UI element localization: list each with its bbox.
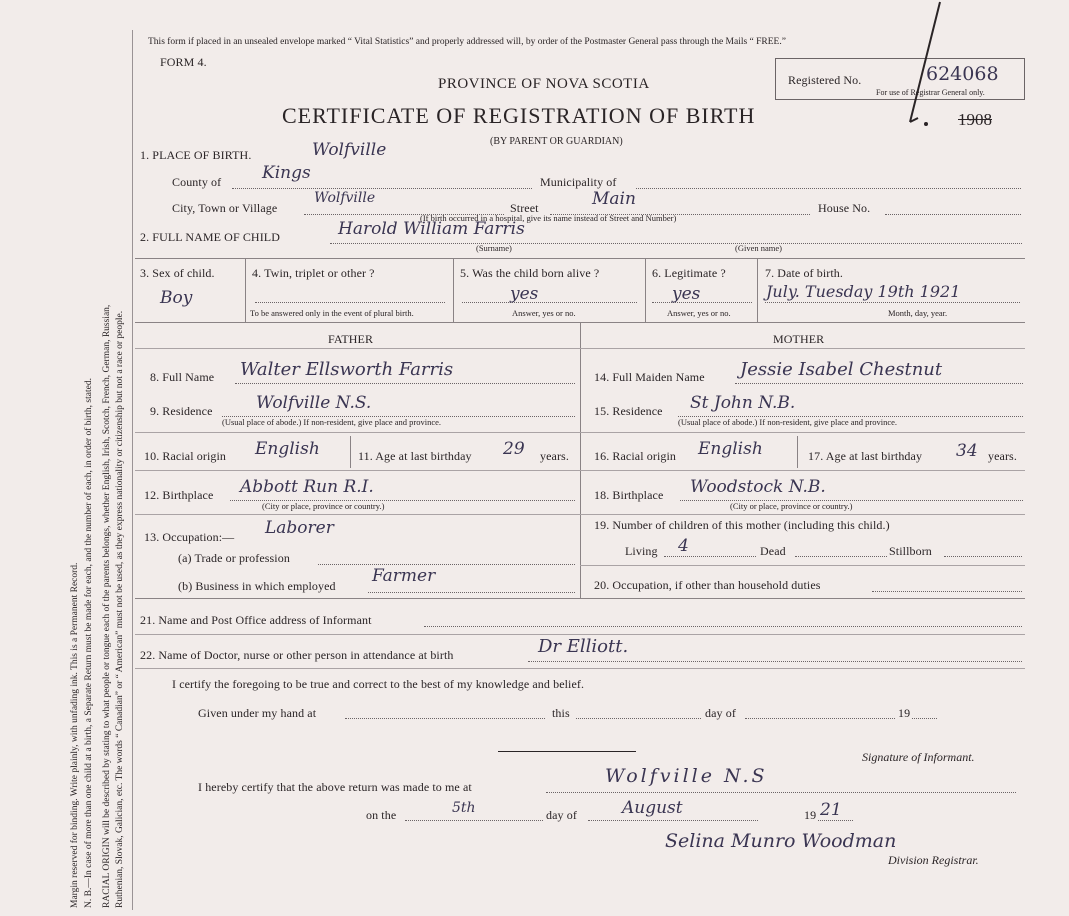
- certify-statement: I certify the foregoing to be true and correct to the best of my knowledge and belief.: [172, 677, 585, 691]
- father-birthplace-value: Abbott Run R.I.: [240, 477, 374, 497]
- living-label: Living: [625, 544, 658, 558]
- box-divider-1: [245, 258, 246, 322]
- mother-name-label: 14. Full Maiden Name: [594, 370, 705, 384]
- doctor-value: Dr Elliott.: [538, 636, 629, 657]
- street-value: Main: [592, 189, 636, 209]
- margin-nb-note: N. B.—In case of more than one child at a birth, a Separate Return must be made for each, and the number of each, in order of birth, stated.: [84, 378, 94, 908]
- dob-label: 7. Date of birth.: [765, 266, 844, 280]
- registrar-note: For use of Registrar General only.: [876, 88, 985, 97]
- child-name-label: 2. FULL NAME OF CHILD: [140, 230, 280, 244]
- place-of-birth-value: Wolfville: [312, 140, 387, 160]
- stillborn-line: [944, 556, 1022, 557]
- mother-birthplace-value: Woodstock N.B.: [690, 477, 826, 497]
- day-of-label: day of: [705, 706, 736, 720]
- on-month-line: [588, 820, 758, 821]
- alive-value: yes: [510, 284, 539, 304]
- given-under-label: Given under my hand at: [198, 706, 317, 720]
- hereby-certify-label: I hereby certify that the above return was made to me at: [198, 780, 472, 794]
- dob-line: [765, 302, 1020, 303]
- mother-birthplace-note: (City or place, province or country.): [730, 501, 853, 511]
- children-count-label: 19. Number of children of this mother (including this child.): [594, 518, 890, 532]
- father-residence-value: Wolfville N.S.: [256, 393, 372, 413]
- father-name-label: 8. Full Name: [150, 370, 215, 384]
- twin-line: [255, 302, 445, 303]
- informant-rule: [135, 634, 1025, 635]
- father-years-label: years.: [540, 449, 569, 463]
- legitimate-note: Answer, yes or no.: [667, 308, 731, 318]
- father-residence-note: (Usual place of abode.) If non-resident, give place and province.: [222, 417, 442, 427]
- twin-label: 4. Twin, triplet or other ?: [252, 266, 375, 280]
- business-label: (b) Business in which employed: [178, 579, 336, 593]
- certificate-title: CERTIFICATE OF REGISTRATION OF BIRTH: [282, 103, 756, 128]
- year-value: 21: [820, 800, 842, 820]
- given-place-line: [345, 718, 545, 719]
- father-occupation-label: 13. Occupation:—: [144, 530, 235, 544]
- city-label: City, Town or Village: [172, 201, 278, 215]
- hereby-place-value: Wolfville N.S: [605, 765, 768, 787]
- house-number-label: House No.: [818, 201, 871, 215]
- father-heading: FATHER: [328, 332, 374, 346]
- margin-racial-note-2: Ruthenian, Slovak, Galician, etc. The words “ Canadian” or “ American” must not be used, as they express nationality or citizenship but not a race or people.: [115, 310, 125, 908]
- month-value: August: [622, 798, 683, 818]
- county-line: [232, 188, 532, 189]
- informant-signature-line: [498, 751, 636, 752]
- father-racial-value: English: [255, 439, 320, 459]
- father-birthplace-label: 12. Birthplace: [144, 488, 214, 502]
- mother-residence-value: St John N.B.: [690, 393, 796, 413]
- registered-label: Registered No.: [788, 73, 862, 87]
- hospital-note: (If birth occurred in a hospital, give its name instead of Street and Number): [420, 213, 677, 223]
- province-heading: PROVINCE OF NOVA SCOTIA: [438, 76, 650, 92]
- box-divider-4: [757, 258, 758, 322]
- mother-racial-label: 16. Racial origin: [594, 449, 677, 463]
- registered-number: 624068: [926, 63, 999, 85]
- alive-note: Answer, yes or no.: [512, 308, 576, 318]
- form-year: 1908: [958, 110, 992, 129]
- informant-line: [424, 626, 1022, 627]
- margin-binding-note: Margin reserved for binding. Write plainly, with unfading ink. This is a Permanent Record.: [70, 562, 80, 908]
- mother-years-label: years.: [988, 449, 1017, 463]
- dead-line: [795, 556, 887, 557]
- street-label: Street: [510, 201, 539, 215]
- mother-rule-3: [580, 514, 1025, 515]
- legitimate-label: 6. Legitimate ?: [652, 266, 726, 280]
- mother-rule-4: [580, 565, 1025, 566]
- father-age-divider: [350, 436, 351, 468]
- mother-occupation-label: 20. Occupation, if other than household duties: [594, 578, 821, 592]
- municipality-line: [636, 188, 1021, 189]
- father-rule-3: [135, 514, 580, 515]
- mother-age-divider: [797, 436, 798, 468]
- sex-label: 3. Sex of child.: [140, 266, 215, 280]
- city-value: Wolfville: [314, 190, 376, 206]
- signature-informant-label: Signature of Informant.: [862, 750, 975, 764]
- given-month-line: [745, 718, 895, 719]
- doctor-label: 22. Name of Doctor, nurse or other person in attendance at birth: [140, 648, 454, 662]
- legit-line: [652, 302, 752, 303]
- heading-rule: [135, 348, 1025, 349]
- mother-heading: MOTHER: [773, 332, 825, 346]
- trade-label: (a) Trade or profession: [178, 551, 290, 565]
- father-rule-1: [135, 432, 580, 433]
- margin-rule: [132, 30, 133, 910]
- father-occupation-value: Laborer: [265, 518, 334, 538]
- father-age-label: 11. Age at last birthday: [358, 449, 472, 463]
- ink-stroke-mark: [900, 0, 950, 130]
- certificate-subtitle: (BY PARENT OR GUARDIAN): [490, 136, 623, 147]
- business-line: [368, 592, 575, 593]
- parents-bottom-rule: [135, 598, 1025, 599]
- mother-age-label: 17. Age at last birthday: [808, 449, 923, 463]
- child-name-line: [330, 243, 1022, 244]
- place-of-birth-label: 1. PLACE OF BIRTH.: [140, 148, 252, 162]
- living-value: 4: [678, 536, 689, 556]
- mother-rule-2: [580, 470, 1025, 471]
- given-name-note: (Given name): [735, 243, 782, 253]
- stillborn-label: Stillborn: [889, 544, 932, 558]
- year-prefix-label: 19: [804, 808, 817, 822]
- given-year-line: [912, 718, 937, 719]
- mother-occupation-line: [872, 591, 1022, 592]
- row-top-rule: [135, 258, 1025, 259]
- father-residence-label: 9. Residence: [150, 404, 213, 418]
- hereby-place-line: [546, 792, 1016, 793]
- alive-label: 5. Was the child born alive ?: [460, 266, 600, 280]
- nineteen-label: 19: [898, 706, 911, 720]
- mother-rule-1: [580, 432, 1025, 433]
- municipality-label: Municipality of: [540, 175, 617, 189]
- mother-residence-label: 15. Residence: [594, 404, 663, 418]
- father-birthplace-note: (City or place, province or country.): [262, 501, 385, 511]
- father-business-value: Farmer: [372, 566, 436, 586]
- dob-note: Month, day, year.: [888, 308, 948, 318]
- dead-label: Dead: [760, 544, 786, 558]
- alive-line: [462, 302, 637, 303]
- sex-value: Boy: [160, 288, 193, 308]
- house-line: [885, 214, 1021, 215]
- father-name-line: [235, 383, 575, 384]
- county-value: Kings: [262, 163, 311, 183]
- mother-birthplace-label: 18. Birthplace: [594, 488, 664, 502]
- postal-notice: This form if placed in an unsealed envelope marked “ Vital Statistics” and properly addressed will, by order of the Postmaster General pass through the Mails “ FREE.”: [148, 37, 786, 47]
- father-age-value: 29: [503, 439, 525, 459]
- twin-note: To be answered only in the event of plural birth.: [250, 308, 414, 318]
- child-name-value: Harold William Farris: [338, 219, 525, 239]
- mother-residence-note: (Usual place of abode.) If non-resident, give place and province.: [678, 417, 898, 427]
- on-year-line: [818, 820, 853, 821]
- box-divider-2: [453, 258, 454, 322]
- on-day-value: 5th: [452, 800, 476, 816]
- trade-line: [318, 564, 575, 565]
- doctor-line: [528, 661, 1022, 662]
- day-of-2-label: day of: [546, 808, 577, 822]
- living-line: [664, 556, 756, 557]
- informant-label: 21. Name and Post Office address of Informant: [140, 613, 372, 627]
- margin-racial-note-1: RACIAL ORIGIN will be described by stating to what people or tongue each of the parents belongs, whether English, Irish, Scotch, French, German, Russian,: [102, 304, 112, 908]
- mother-age-value: 34: [956, 441, 978, 461]
- surname-note: (Surname): [476, 243, 512, 253]
- given-day-line: [576, 718, 701, 719]
- parents-divider: [580, 322, 581, 598]
- registrar-signature: Selina Munro Woodman: [665, 830, 897, 852]
- legitimate-value: yes: [672, 284, 701, 304]
- county-label: County of: [172, 175, 222, 189]
- doctor-rule: [135, 668, 1025, 669]
- this-label: this: [552, 706, 570, 720]
- father-rule-2: [135, 470, 580, 471]
- division-registrar-label: Division Registrar.: [888, 853, 979, 867]
- mother-name-value: Jessie Isabel Chestnut: [740, 359, 943, 380]
- form-number: FORM 4.: [160, 55, 207, 69]
- box-divider-3: [645, 258, 646, 322]
- mother-racial-value: English: [698, 439, 763, 459]
- on-the-label: on the: [366, 808, 397, 822]
- father-name-value: Walter Ellsworth Farris: [240, 359, 454, 380]
- father-racial-label: 10. Racial origin: [144, 449, 227, 463]
- mother-name-line: [735, 383, 1023, 384]
- dob-value: July. Tuesday 19th 1921: [766, 282, 961, 301]
- on-day-line: [405, 820, 543, 821]
